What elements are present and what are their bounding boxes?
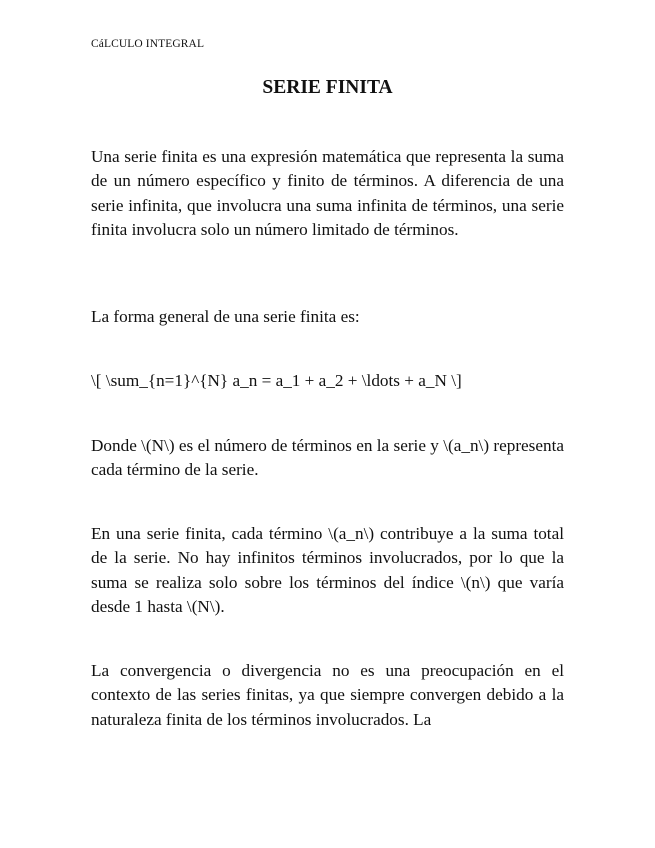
paragraph-formula: \[ \sum_{n=1}^{N} a_n = a_1 + a_2 + \ldots + a_N \] xyxy=(91,371,462,390)
running-header: CáLCULO INTEGRAL xyxy=(91,38,205,50)
paragraph-general-form-intro: La forma general de una serie finita es: xyxy=(91,307,360,326)
paragraph-terms-contribution: En una serie finita, cada término \(a_n\) contribuye a la suma total de la serie. No hay infinitos términos involucrados, por lo que la suma se realiza solo sobre los términos del índice \(n\) que varía desde 1 hasta \(N\). xyxy=(91,524,564,617)
paragraph-convergence: La convergencia o divergencia no es una preocupación en el contexto de las series finitas, ya que siempre convergen debido a la naturaleza finita de los términos involucrados. La xyxy=(91,661,564,729)
paragraph-where: Donde \(N\) es el número de términos en la serie y \(a_n\) representa cada término de la serie. xyxy=(91,436,564,480)
document-title: SERIE FINITA xyxy=(262,77,393,98)
paragraph-definition: Una serie finita es una expresión matemática que representa la suma de un número específico y finito de términos. A diferencia de una serie infinita, que involucra una suma infinita de términos, una serie finita involucra solo un número limitado de términos. xyxy=(91,147,564,240)
